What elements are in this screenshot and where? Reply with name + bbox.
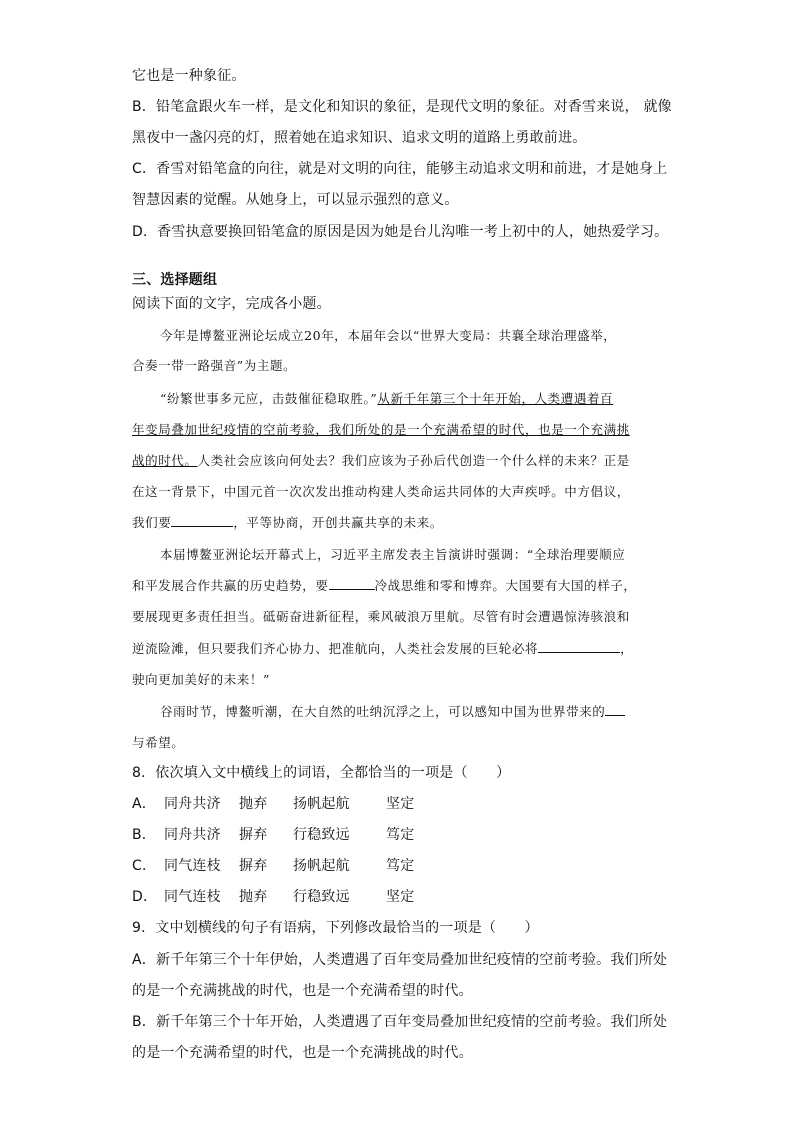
option-word: 扬帆起航	[293, 858, 350, 874]
option-word: 抛弃	[239, 796, 268, 812]
passage-line: 要展现更多责任担当。砥砺奋进新征程，乘风破浪万里航。尽管有时会遭遇惊涛骇浪和	[132, 609, 630, 624]
passage-line	[132, 451, 630, 471]
fill-blank-3	[538, 640, 620, 653]
option-word: 笃定	[386, 858, 415, 874]
question-8-stem: 8．依次填入文中横线上的词语，全都恰当的一项是（ ）	[132, 765, 511, 781]
passage-line	[132, 639, 633, 659]
passage-line: 与希望。	[132, 735, 185, 750]
passage-text: ，	[620, 641, 634, 656]
q8-option-d	[132, 887, 414, 907]
passage-line: 今年是博鳌亚洲论坛成立20年，本届年会以“世界大变局：共襄全球治理盛举，	[160, 328, 617, 343]
passage-line	[132, 420, 630, 440]
passage-text: 人类社会应该向何处去？我们应该为子孙后代创造一个什么样的未来？正是	[197, 453, 630, 468]
fill-blank-1	[171, 514, 233, 527]
option-word: 笃定	[386, 827, 415, 843]
section-title: 三、选择题组	[132, 272, 218, 288]
passage-line	[160, 389, 613, 409]
passage-text: 冷战思维和零和博弈。大国要有大国的样子，	[374, 578, 637, 593]
section-instruction: 阅读下面的文字，完成各小题。	[132, 296, 331, 312]
text-line: 的是一个充满挑战的时代，也是一个充满希望的时代。	[132, 983, 473, 999]
passage-text: 和平发展合作共赢的历史趋势，要	[132, 578, 329, 593]
passage-text: 谷雨时节，博鳌听潮，在大自然的吐纳沉浮之上，可以感知中国为世界带来的	[160, 704, 606, 719]
option-word: 抛弃	[239, 889, 268, 905]
passage-line	[132, 513, 443, 533]
option-word: 摒弃	[239, 827, 268, 843]
q9-option-b: B．新千年第三个十年开始，人类遭遇了百年变局叠加世纪疫情的空前考验。我们所处	[132, 1014, 668, 1030]
option-word: 同气连枝	[164, 889, 221, 905]
passage-line: 合奏一带一路强音”为主题。	[132, 358, 297, 373]
fill-blank-4	[605, 703, 625, 716]
passage-line: 本届博鳌亚洲论坛开幕式上，习近平主席发表主旨演讲时强调：“全球治理要顺应	[160, 547, 626, 562]
passage-line	[132, 576, 637, 596]
underlined-sentence: 战的时代。	[132, 453, 198, 468]
option-word: 扬帆起航	[293, 796, 350, 812]
option-word: 摒弃	[239, 858, 268, 874]
option-label: D．	[132, 889, 158, 905]
underlined-sentence: 年变局叠加世纪疫情的空前考验，我们所处的是一个充满希望的时代，也是一个充满挑	[132, 422, 630, 437]
option-word: 同气连枝	[164, 858, 221, 874]
option-c-line: C．香雪对铅笔盒的向往，就是对文明的向往，能够主动追求文明和前进，才是她身上	[132, 161, 668, 177]
text-line: 的是一个充满希望的时代，也是一个充满挑战的时代。	[132, 1045, 473, 1061]
q8-option-b	[132, 825, 414, 845]
underlined-sentence: 从新千年第三个十年开始，人类遭遇着百	[377, 391, 614, 406]
passage-line: 在这一背景下，中国元首一次次发出推动构建人类命运共同体的大声疾呼。中方倡议，	[132, 484, 630, 499]
passage-text: 我们要	[132, 515, 172, 530]
option-label: A．	[132, 796, 156, 812]
passage-text: “纷繁世事多元应，击鼓催征稳取胜。”	[160, 391, 378, 406]
q8-option-a	[132, 794, 414, 814]
text-line: 智慧因素的觉醒。从她身上，可以显示强烈的意义。	[132, 192, 459, 208]
option-label: C．	[132, 858, 157, 874]
q9-option-a: A．新千年第三个十年伊始，人类遭遇了百年变局叠加世纪疫情的空前考验。我们所处	[132, 952, 668, 968]
option-word: 坚定	[386, 889, 415, 905]
q8-option-c	[132, 856, 414, 876]
passage-line: 驶向更加美好的未来！”	[132, 672, 270, 687]
option-word: 行稳致远	[293, 827, 350, 843]
passage-line	[160, 702, 625, 722]
question-9-stem: 9．文中划横线的句子有语病，下列修改最恰当的一项是（ ）	[132, 920, 539, 936]
text-line: 黑夜中一盏闪亮的灯，照着她在追求知识、追求文明的道路上勇敢前进。	[132, 130, 587, 146]
option-word: 坚定	[386, 796, 415, 812]
fill-blank-2	[329, 577, 375, 590]
option-d-line: D．香雪执意要换回铅笔盒的原因是因为她是台儿沟唯一考上初中的人，她热爱学习。	[132, 224, 669, 240]
passage-text: ，平等协商，开创共赢共享的未来。	[233, 515, 443, 530]
option-word: 同舟共济	[164, 796, 221, 812]
option-b-line: B．铅笔盒跟火车一样，是文化和知识的象征，是现代文明的象征。对香雪来说， 就像	[132, 99, 672, 115]
option-word: 行稳致远	[293, 889, 350, 905]
text-line: 它也是一种象征。	[132, 68, 246, 84]
passage-text: 逆流险滩，但只要我们齐心协力、把准航向，人类社会发展的巨轮必将	[132, 641, 539, 656]
option-label: B．	[132, 827, 157, 843]
option-word: 同舟共济	[164, 827, 221, 843]
